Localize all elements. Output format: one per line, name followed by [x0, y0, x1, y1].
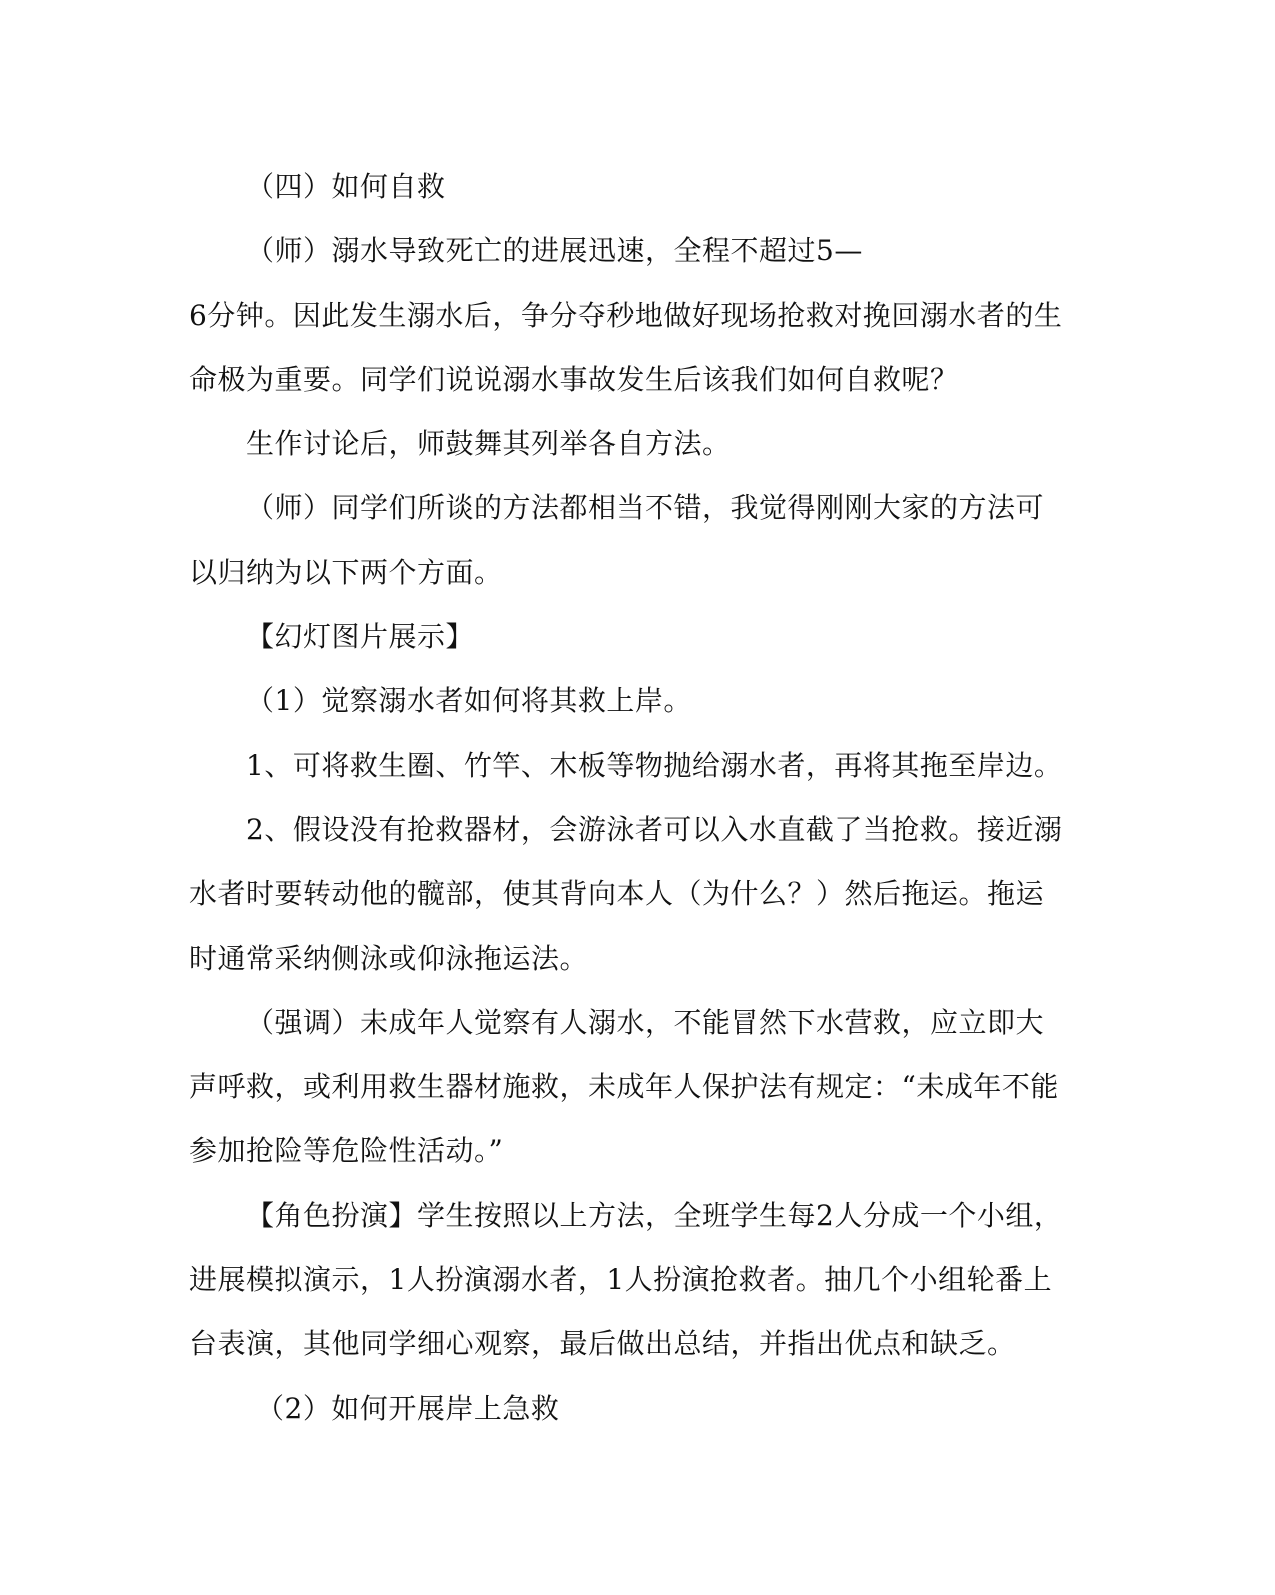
paragraph-line: （师）同学们所谈的方法都相当不错，我觉得刚刚大家的方法可	[246, 491, 1045, 525]
paragraph-line: 时通常采纳侧泳或仰泳拖运法。	[189, 941, 589, 975]
paragraph-line: 水者时要转动他的髋部，使其背向本人（为什么？）然后拖运。拖运	[189, 877, 1045, 911]
paragraph-line: 台表演，其他同学细心观察，最后做出总结，并指出优点和缺乏。	[189, 1327, 1016, 1361]
paragraph-line: 命极为重要。同学们说说溺水事故发生后该我们如何自救呢？	[189, 362, 959, 396]
list-item: 2、假设没有抢救器材，会游泳者可以入水直截了当抢救。接近溺	[246, 812, 1063, 846]
paragraph-line: 6分钟。因此发生溺水后，争分夺秒地做好现场抢救对挽回溺水者的生	[189, 298, 1063, 332]
section-heading-self-rescue: （四）如何自救	[246, 170, 446, 203]
slide-heading: 【幻灯图片展示】	[246, 620, 475, 654]
paragraph-line: （强调）未成年人觉察有人溺水，不能冒然下水营救，应立即大	[246, 1005, 1045, 1039]
subheading-shore-first-aid: （2）如何开展岸上急救	[256, 1391, 560, 1425]
paragraph-line: 声呼救，或利用救生器材施救，未成年人保护法有规定：“未成年不能	[189, 1070, 1059, 1104]
paragraph-line: （师）溺水导致死亡的进展迅速，全程不超过5—	[246, 234, 863, 268]
paragraph-line: 以归纳为以下两个方面。	[189, 555, 503, 589]
paragraph-line: 参加抢险等危险性活动。”	[189, 1134, 504, 1168]
paragraph-line: 进展模拟演示，1人扮演溺水者，1人扮演抢救者。抽几个小组轮番上	[189, 1263, 1053, 1297]
subheading-rescue-to-shore: （1）觉察溺水者如何将其救上岸。	[246, 684, 692, 718]
list-item: 1、可将救生圈、竹竿、木板等物抛给溺水者，再将其拖至岸边。	[246, 748, 1063, 782]
role-play-paragraph: 【角色扮演】学生按照以上方法，全班学生每2人分成一个小组，	[246, 1198, 1063, 1232]
document-body	[189, 155, 1069, 1441]
paragraph-line: 生作讨论后，师鼓舞其列举各自方法。	[246, 427, 731, 461]
